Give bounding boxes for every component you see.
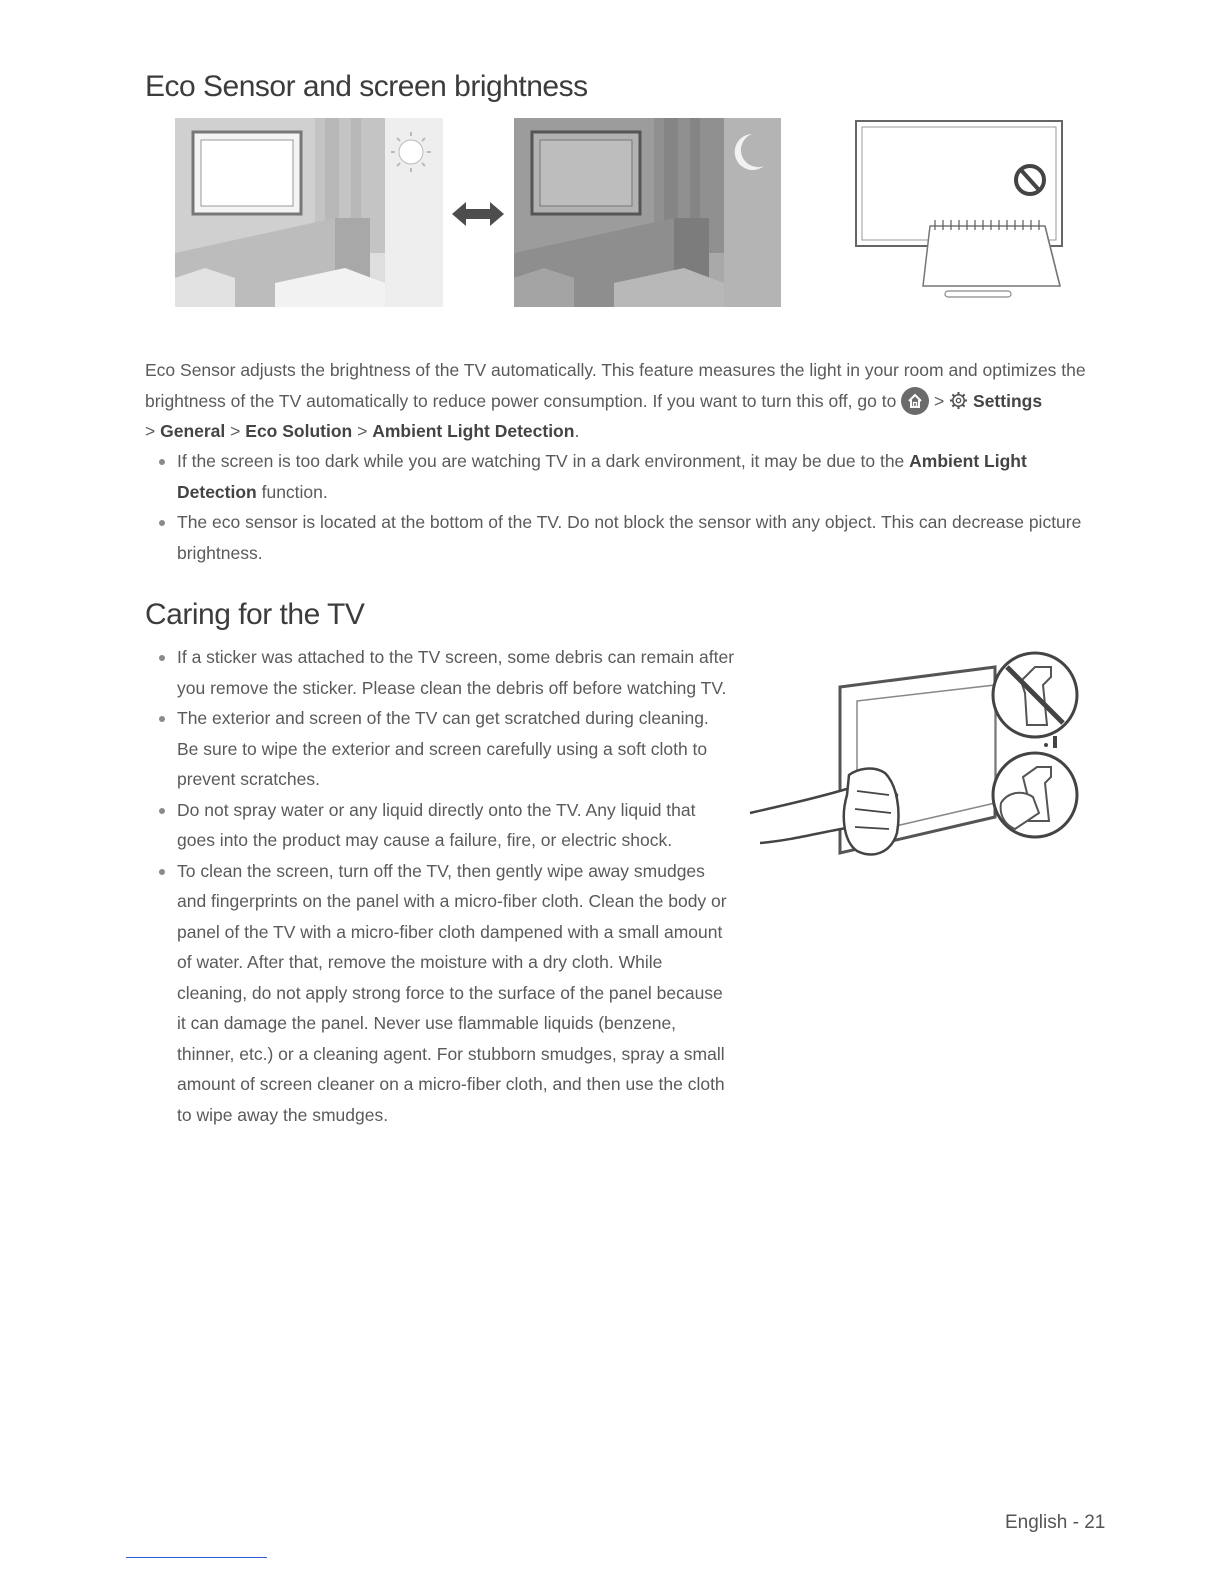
list-item: The exterior and screen of the TV can get scratched during cleaning. Be sure to wipe the exterior and screen carefully using a soft cloth to prevent scratches. xyxy=(145,703,735,795)
section-heading-caring: Caring for the TV xyxy=(145,598,365,631)
double-arrow-icon xyxy=(452,198,504,230)
list-item: Do not spray water or any liquid directly onto the TV. Any liquid that goes into the product may cause a failure, fire, or electric shock. xyxy=(145,795,735,856)
list-item: The eco sensor is located at the bottom of the TV. Do not block the sensor with any object. This can decrease picture brightness. xyxy=(145,507,1105,568)
menu-path-settings: Settings xyxy=(973,390,1043,411)
menu-path-eco-solution: Eco Solution xyxy=(245,421,353,441)
eco-sensor-description xyxy=(145,355,1105,447)
path-separator: > xyxy=(145,421,156,441)
home-icon xyxy=(901,387,929,415)
path-end: . xyxy=(574,421,580,441)
footer-rule xyxy=(126,1557,267,1558)
page-number: English - 21 xyxy=(1005,1512,1106,1533)
path-separator: > xyxy=(230,421,241,441)
list-item xyxy=(145,446,1105,507)
blocked-sensor-illustration xyxy=(855,118,1065,303)
menu-path-general: General xyxy=(160,421,226,441)
eco-sensor-notes xyxy=(145,446,1105,568)
path-separator: > xyxy=(934,390,945,411)
bright-room-illustration xyxy=(175,118,443,307)
tv-cleaning-illustration xyxy=(745,645,1085,870)
ambient-light-detection-term: Ambient Light Detection xyxy=(177,451,1027,502)
gear-icon xyxy=(949,391,968,410)
list-item: To clean the screen, turn off the TV, then gently wipe away smudges and fingerprints on the panel with a micro-fiber cloth. Clean the body or panel of the TV with a micro-fiber cloth dampened with a small amount of water. After that, remove the moisture with a dry cloth. While cleaning, do not apply strong force to the surface of the panel because it can damage the panel. Never use flammable liquids (benzene, thinner, etc.) or a cleaning agent. For stubborn smudges, spray a small amount of screen cleaner on a micro-fiber cloth, and then use the cloth to wipe away the smudges. xyxy=(145,856,735,1131)
caring-list xyxy=(145,642,735,1130)
eco-para-text: Eco Sensor adjusts the brightness of the TV automatically. This feature measures the light in your room and optimizes the brightness of the TV automatically to reduce power consumption. If you want to turn this off, go to xyxy=(145,360,1086,411)
bullet-text: If the screen is too dark while you are watching TV in a dark environment, it may be due to the xyxy=(177,451,905,471)
section-heading-eco-sensor: Eco Sensor and screen brightness xyxy=(145,70,588,103)
bullet-text: function. xyxy=(261,481,328,502)
list-item: If a sticker was attached to the TV screen, some debris can remain after you remove the sticker. Please clean the debris off before watching TV. xyxy=(145,642,735,703)
path-separator: > xyxy=(357,421,368,441)
dark-room-illustration xyxy=(514,118,781,307)
menu-path-ambient-light-detection: Ambient Light Detection xyxy=(372,421,575,441)
